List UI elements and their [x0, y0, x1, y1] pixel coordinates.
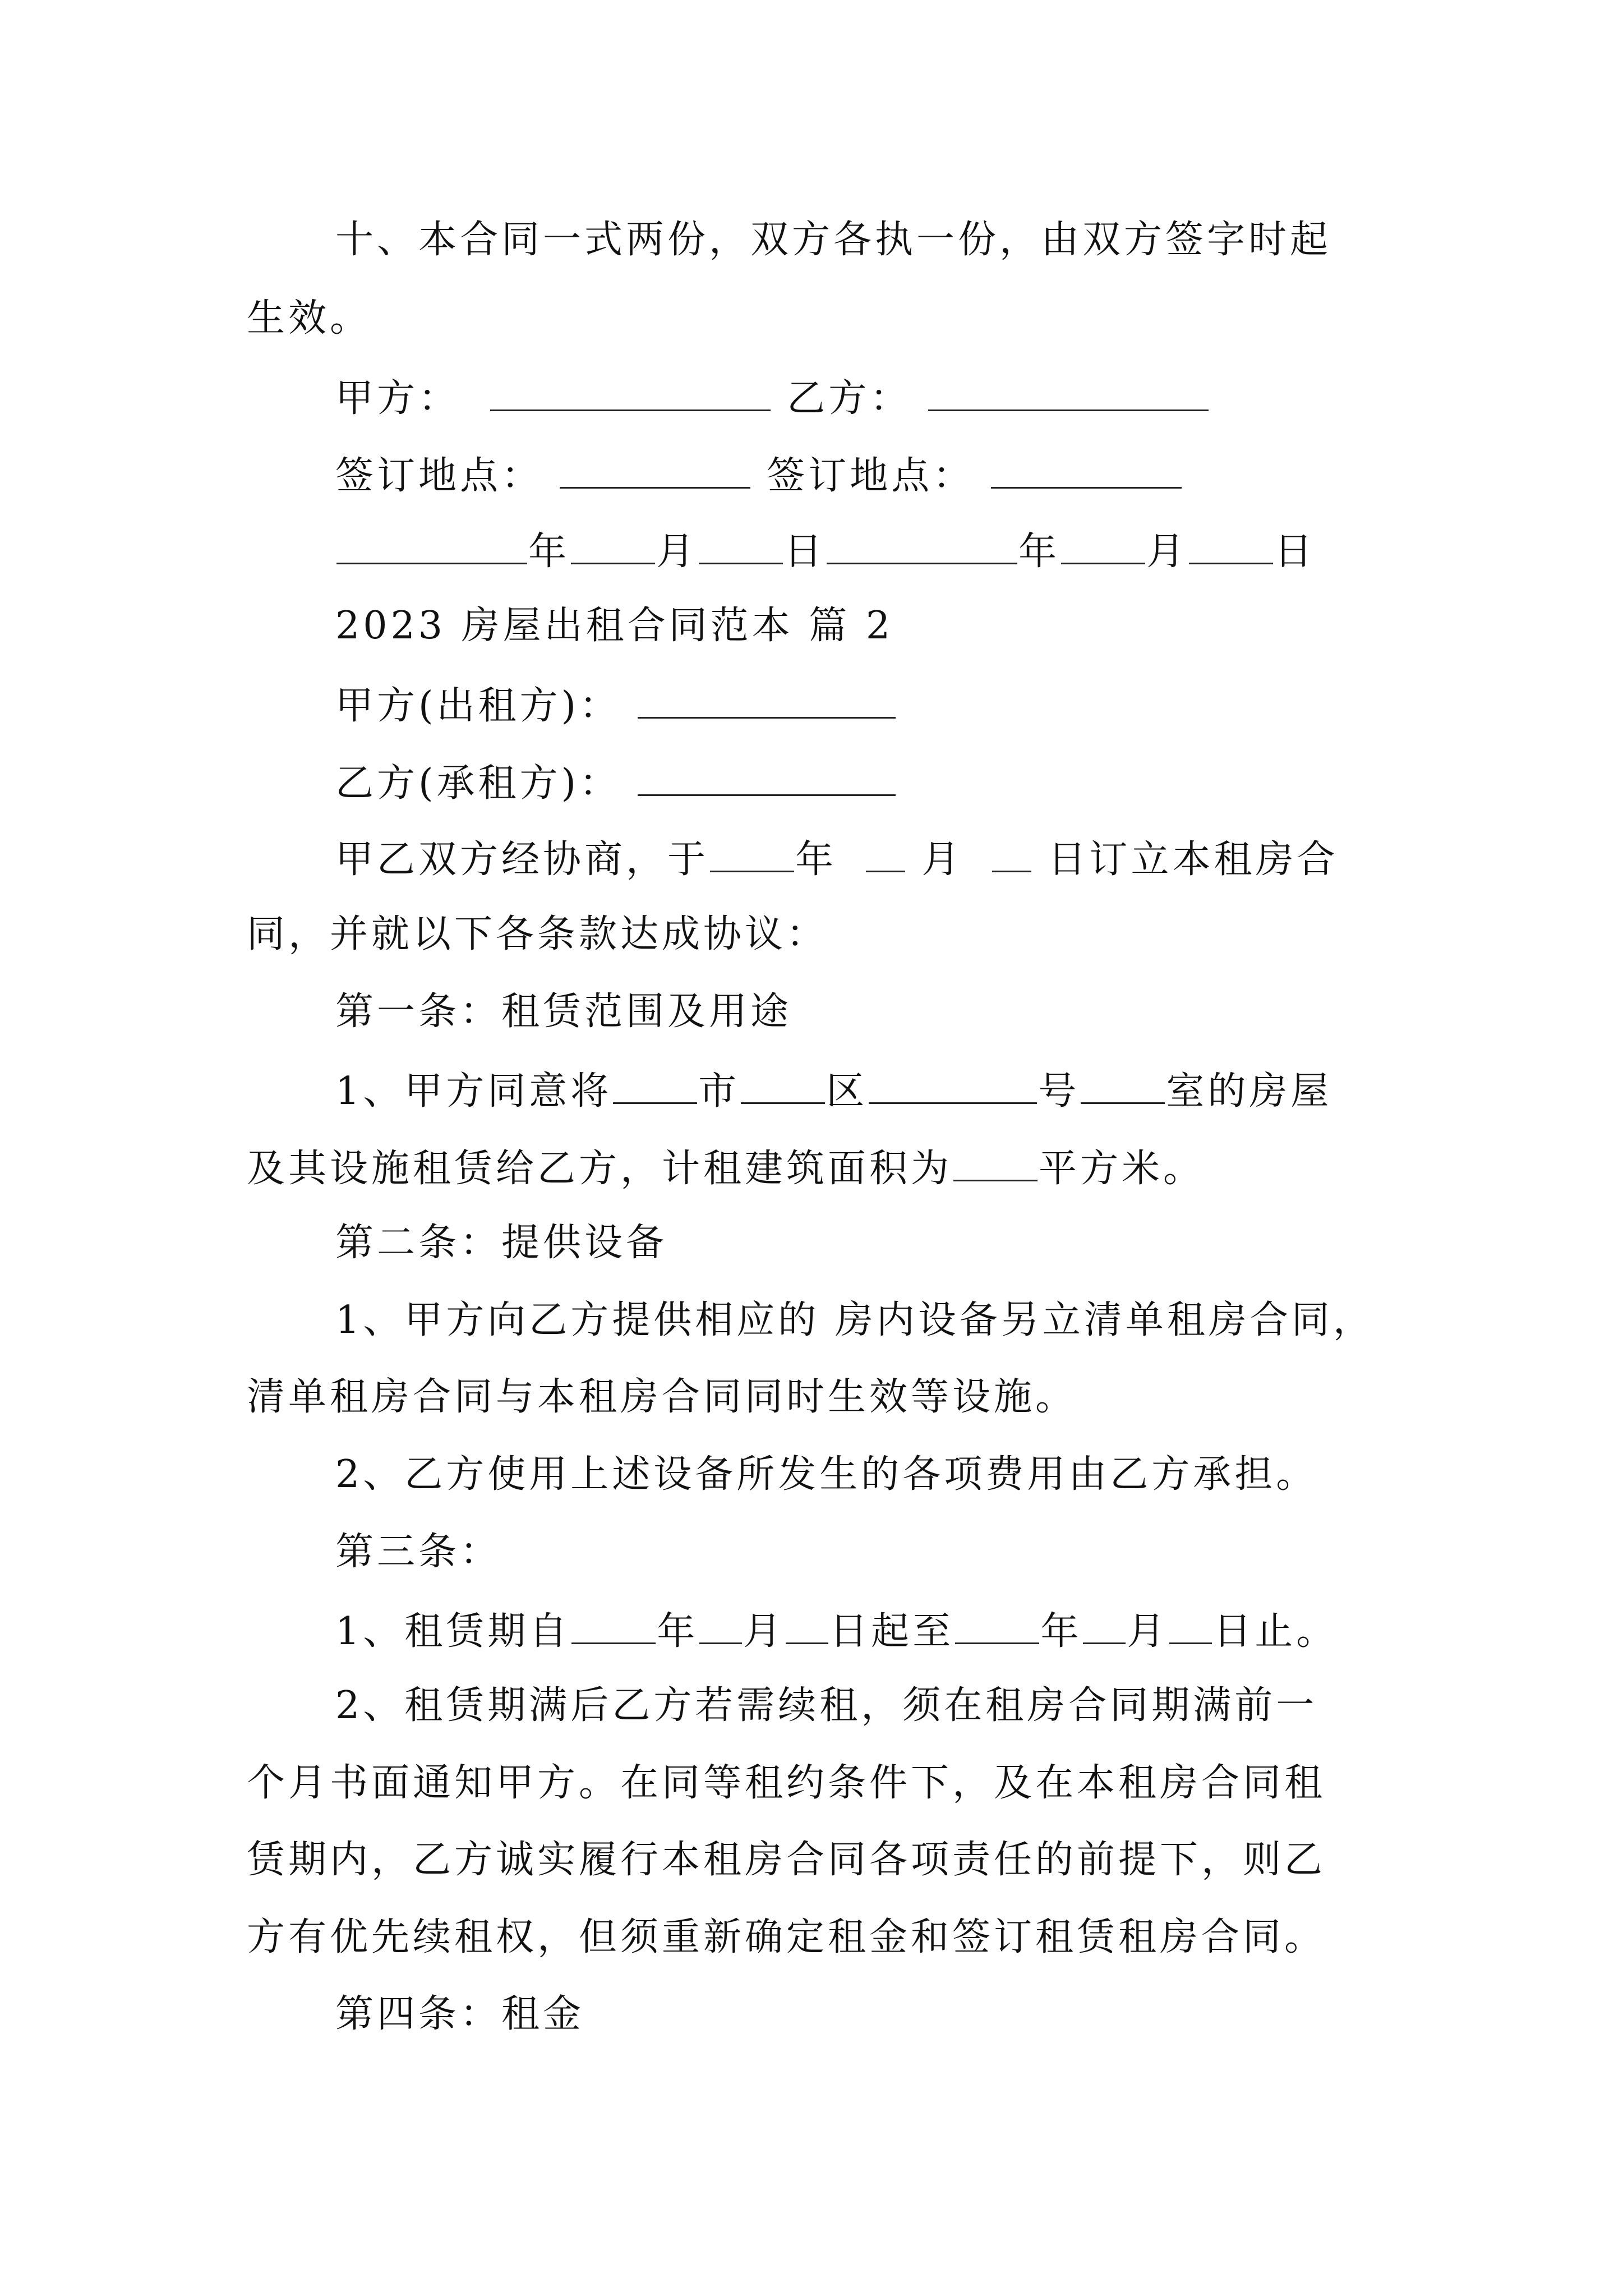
article1-item1-line1 [335, 1069, 1332, 1114]
lease-end-year-blank [955, 1610, 1039, 1644]
date-b-day-blank [1189, 530, 1273, 564]
lessee-blank [638, 762, 896, 796]
lessor-label: 甲方(出租方)： [335, 684, 621, 728]
signature-date-line [335, 530, 1316, 574]
lease-end-month-label: 月 [1127, 1609, 1169, 1654]
article3-item2-line4: 方有优先续租权，但须重新确定租金和签订租赁租房合同。 [247, 1915, 1326, 1959]
article1-item1-line2-prefix: 及其设施租赁给乙方，计租建筑面积为 [247, 1147, 953, 1191]
article3-title: 第三条： [335, 1530, 502, 1574]
signature-place-line [335, 454, 1183, 498]
number-blank [869, 1070, 1037, 1104]
place-b-label: 签订地点： [767, 454, 975, 498]
lease-start-month-blank [699, 1610, 742, 1644]
article2-item1-line1: 1、甲方向乙方提供相应的 房内设备另立清单租房合同， [335, 1298, 1375, 1342]
article2-item1-line2: 清单租房合同与本租房合同同时生效等设施。 [247, 1375, 1077, 1419]
place-b-blank [991, 454, 1182, 489]
lessor-blank [638, 684, 896, 719]
article3-item1 [335, 1609, 1338, 1654]
intro-line2: 同，并就以下各条款达成协议： [247, 912, 828, 956]
intro-part1: 甲乙双方经协商，于 [335, 838, 709, 882]
section-title: 2023 房屋出租合同范本 篇 2 [335, 604, 894, 648]
place-a-blank [560, 454, 750, 489]
intro-line1 [335, 838, 1339, 882]
date-b-month-label: 月 [1146, 530, 1188, 574]
date-a-year-blank [336, 530, 527, 564]
lessor-line [335, 684, 897, 728]
area-blank [953, 1147, 1038, 1181]
intro-part2: 日订立本租房合 [1048, 838, 1339, 882]
lease-start-day-blank [786, 1610, 828, 1644]
date-b-month-blank [1061, 530, 1145, 564]
party-a-blank [490, 377, 771, 411]
lessee-line [335, 761, 897, 806]
article3-item2-line2: 个月书面通知甲方。在同等租约条件下，及在本租房合同租 [247, 1761, 1326, 1805]
lease-end-day-blank [1169, 1610, 1212, 1644]
article4-title: 第四条：租金 [335, 1992, 585, 2036]
date-b-day-label: 日 [1274, 530, 1316, 574]
lease-start-year-label: 年 [657, 1609, 699, 1654]
lease-end-year-label: 年 [1040, 1609, 1082, 1654]
party-a-label: 甲方： [335, 376, 460, 421]
intro-year-blank [710, 838, 794, 872]
lease-start-month-label: 月 [743, 1609, 785, 1654]
article1-item1-prefix: 1、甲方同意将 [335, 1069, 612, 1114]
place-a-label: 签订地点： [335, 454, 543, 498]
party-b-label: 乙方： [787, 376, 912, 421]
city-label: 市 [698, 1069, 740, 1114]
district-label: 区 [826, 1069, 868, 1114]
district-blank [741, 1070, 825, 1104]
city-blank [613, 1070, 697, 1104]
date-a-month-label: 月 [656, 530, 698, 574]
date-a-day-blank [699, 530, 783, 564]
lease-end-month-blank [1083, 1610, 1126, 1644]
date-a-year-label: 年 [528, 530, 570, 574]
article3-item2-line3: 赁期内，乙方诚实履行本租房合同各项责任的前提下，则乙 [247, 1838, 1326, 1882]
date-b-year-label: 年 [1018, 530, 1061, 574]
article3-item2-line1: 2、租赁期满后乙方若需续租，须在租房合同期满前一 [335, 1683, 1318, 1728]
date-a-month-blank [571, 530, 655, 564]
intro-month-label: 月 [921, 838, 963, 882]
date-b-year-blank [827, 530, 1017, 564]
room-blank [1081, 1070, 1165, 1104]
intro-month-blank [866, 838, 905, 872]
lease-start-year-blank [571, 1610, 656, 1644]
article2-title: 第二条：提供设备 [335, 1221, 668, 1265]
intro-day-blank [992, 838, 1031, 872]
number-label: 号 [1038, 1069, 1080, 1114]
signature-parties-line [335, 376, 1210, 421]
clause10-line2: 生效。 [247, 296, 372, 341]
party-b-blank [928, 377, 1209, 411]
clause10-line1: 十、本合同一式两份，双方各执一份，由双方签字时起 [335, 218, 1332, 262]
intro-year-label: 年 [795, 838, 837, 882]
lease-from-label: 日起至 [829, 1609, 955, 1654]
article3-item1-prefix: 1、租赁期自 [335, 1609, 571, 1654]
area-unit: 平方米。 [1039, 1147, 1205, 1191]
lessee-label: 乙方(承租方)： [335, 761, 621, 806]
lease-until-label: 日止。 [1213, 1609, 1338, 1654]
article1-title: 第一条：租赁范围及用途 [335, 990, 792, 1034]
room-label: 室的房屋 [1166, 1069, 1332, 1114]
date-a-day-label: 日 [784, 530, 826, 574]
article1-item1-line2 [247, 1147, 1205, 1191]
article2-item2: 2、乙方使用上述设备所发生的各项费用由乙方承担。 [335, 1452, 1318, 1497]
